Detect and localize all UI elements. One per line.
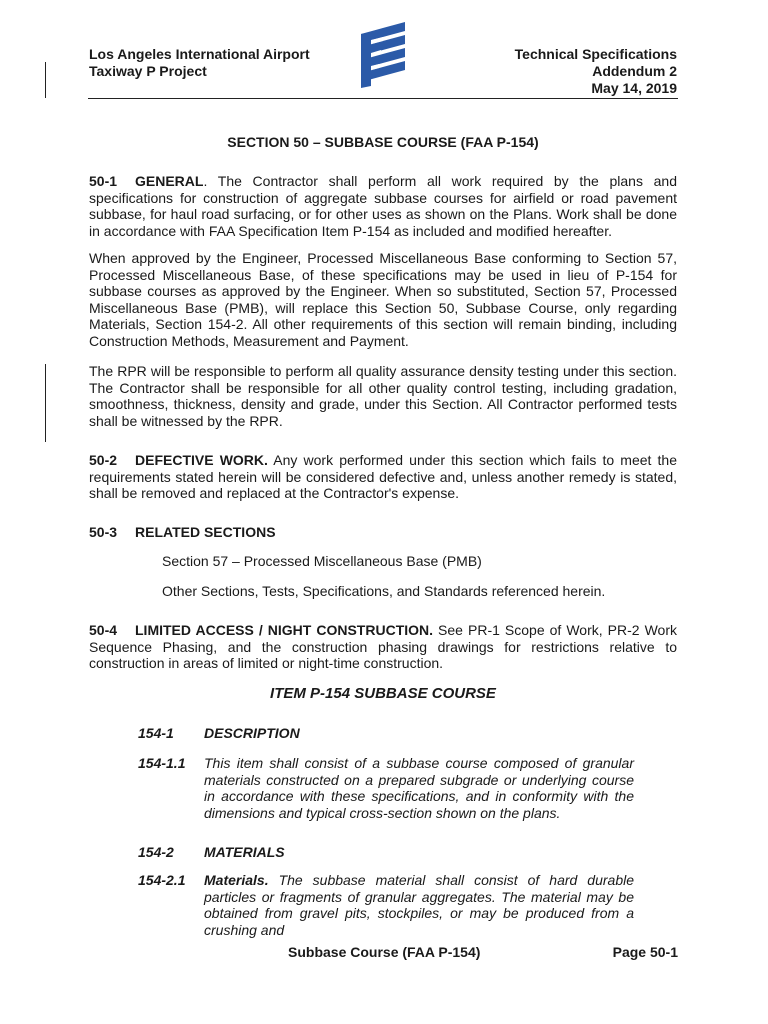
page-number: Page 50-1 — [612, 944, 678, 960]
header-doc-type: Technical Specifications — [514, 46, 677, 62]
section-heading: GENERAL — [135, 173, 204, 189]
revision-bar — [45, 62, 46, 98]
paragraph-50-4 — [89, 622, 677, 672]
section-text: Any work performed under this section which fails to meet the requirements stated herein will be considered defective and, unless another remedy is stated, shall be removed and replaced at the Contractor's expense. — [89, 452, 678, 502]
header-addendum: Addendum 2 — [592, 63, 677, 79]
section-text: See PR-1 Scope of Work, PR-2 Work Sequence Phasing, and the construction phasing drawings for restrictions relative to construction in areas of limited or night-time construction. — [89, 622, 677, 672]
header-date: May 14, 2019 — [591, 80, 677, 96]
organization-logo-icon — [357, 20, 409, 90]
footer-title: Subbase Course (FAA P-154) — [288, 944, 481, 960]
item-title: ITEM P-154 SUBBASE COURSE — [270, 685, 496, 702]
item-number: 154-1.1 — [138, 755, 186, 771]
paragraph-pmb-substitution: When approved by the Engineer, Processed Miscellaneous Base conforming to Section 57, Processed Miscellaneous Base, of these specifications may be used in lieu of P-154 for subbase courses as approved by the Engineer. When so substituted, Section 57, Processed Miscellaneous Base (PMB), will replace this Section 50, Subbase Course, only regarding Materials, Section 154-2. All other requirements of this section will remain binding, including Construction Methods, Measurement and Payment. — [89, 250, 677, 349]
header-agency: Los Angeles International Airport — [89, 46, 310, 62]
item-heading: DESCRIPTION — [204, 725, 300, 741]
section-text: . The Contractor shall perform all work required by the plans and specifications for construction of aggregate subbase courses for airfield or road pavement subbase, for haul road surfacing, or for other uses as shown on the Plans. Work shall be done in accordance with FAA Specification Item P-154 as included and modified hereafter. — [89, 173, 677, 239]
item-number: 154-2.1 — [138, 872, 186, 888]
section-heading: RELATED SECTIONS — [135, 524, 276, 540]
section-heading: LIMITED ACCESS / NIGHT CONSTRUCTION. — [135, 622, 434, 638]
item-materials-text — [204, 872, 634, 938]
paragraph-50-2 — [89, 452, 677, 502]
section-heading: DEFECTIVE WORK. — [135, 452, 268, 468]
header-left — [89, 46, 310, 80]
related-section-item: Other Sections, Tests, Specifications, and Standards referenced herein. — [162, 583, 606, 599]
related-section-item: Section 57 – Processed Miscellaneous Base (PMB) — [162, 553, 482, 569]
item-number: 154-2 — [138, 844, 174, 860]
item-description-text: This item shall consist of a subbase course composed of granular materials constructed on a prepared subgrade or underlying course in accordance with these specifications, and in conformity with the dimensions and typical cross-section shown on the plans. — [204, 755, 634, 821]
section-number: 50-1 — [89, 173, 118, 189]
section-number: 50-2 — [89, 452, 118, 468]
heading-50-3 — [89, 524, 677, 541]
section-number: 50-3 — [89, 524, 118, 540]
header-divider — [88, 98, 678, 99]
header-project: Taxiway P Project — [89, 63, 207, 79]
item-number: 154-1 — [138, 725, 174, 741]
section-number: 50-4 — [89, 622, 118, 638]
item-heading: MATERIALS — [204, 844, 285, 860]
item-subheading: Materials. — [204, 872, 269, 888]
header-right — [515, 46, 677, 97]
item-body: The subbase material shall consist of hard durable particles or fragments of granular aggregates. The material may be obtained from gravel pits, stockpiles, or may be produced from a crushing and — [204, 872, 634, 938]
revision-bar — [45, 364, 46, 442]
paragraph-50-1 — [89, 173, 677, 239]
paragraph-rpr-testing: The RPR will be responsible to perform all quality assurance density testing under this section. The Contractor shall be responsible for all other quality control testing, including gradation, smoothness, thickness, density and grade, under this Section. All Contractor performed tests shall be witnessed by the RPR. — [89, 363, 677, 429]
section-title: SECTION 50 – SUBBASE COURSE (FAA P-154) — [227, 134, 539, 150]
